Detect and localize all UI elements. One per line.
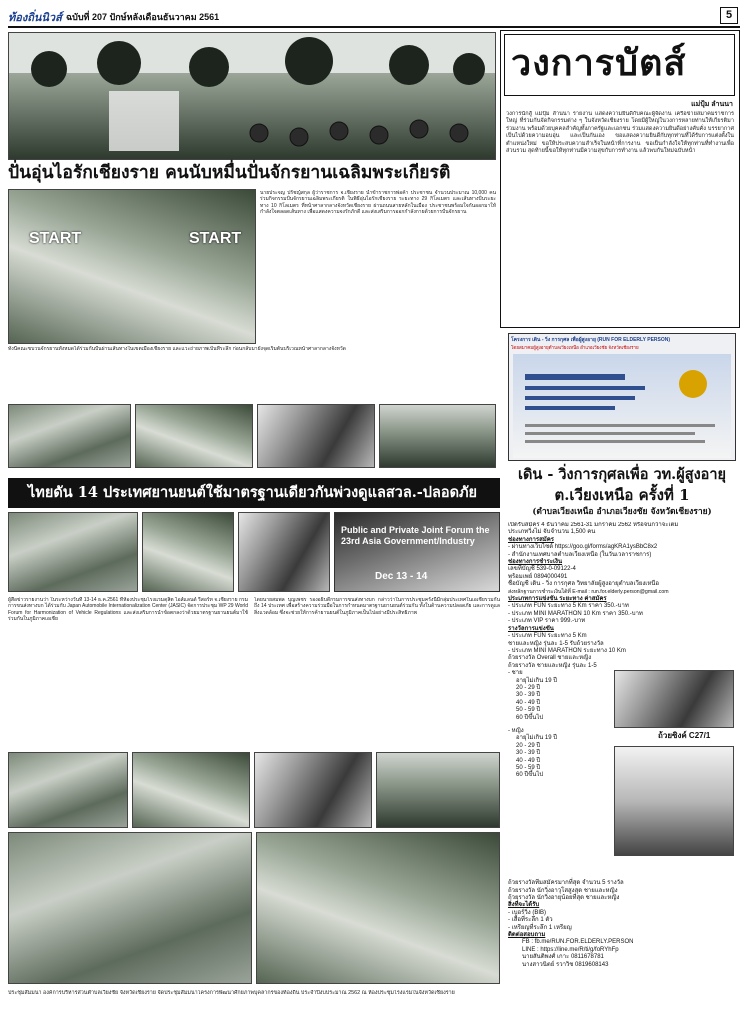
column-byline: แม่ปุ้ม ลำนนา [691,101,733,108]
column-title: วงการบัตส์ [511,42,687,84]
masthead-logo: ท้องถิ่นนิวส์ [8,11,62,24]
age-female-item: 30 - 39 ปี [516,750,541,757]
group-photo-2 [256,832,500,984]
category-item: - ประเภท VIP ราคา 999.-บาท [508,618,586,625]
pay-item: พร้อมเพย์ 0894000491 [508,573,568,580]
age-male-item: 50 - 59 ปี [516,707,541,714]
prize-item: ถ้วยรางวัล ชายและหญิง รุ่นละ 1-5 [508,662,597,669]
age-male-item: อายุไม่เกิน 19 ปี [516,677,558,684]
age-male-label: - ชาย [508,670,523,677]
age-male-item: 60 ปีขึ้นไป [516,714,544,721]
contact-item: LINE : https://line.me/R/ti/g/foRYhFp [522,946,619,953]
prize-item: - ประเภท FUN ระยะทาง 5 Km [508,633,587,640]
kit-item: - เหรียญที่ระลึก 1 เหรียญ [508,924,572,931]
trophy-photo-2 [614,746,734,856]
story1-caption: ทั้งนี้คณะขบวนจักรยานทั้งหมดได้ร่วมกันปั่นผ่านเส้นทางในเขตเมืองเชียงราย และแวะถ่ายภาพเป็นที่ระลึก ก่อนกลับมายังจุดเริ่มต้นบริเวณหน้าศาลากลางจังหวัด [8,346,346,352]
column-title-box [504,34,735,96]
start-banner-2: START [189,230,242,247]
start-banner: START [29,230,82,247]
prize-item: ชายและหญิง รุ่นละ 1-5 รับถ้วยรางวัล [508,640,604,647]
reg-period: เปิดรับสมัคร 4 ธันวาคม 2561-31 มกราคม 2562 หรือจนกว่าจะเต็ม [508,522,679,528]
story2-body-left: ผู้สื่อข่าวรายงานว่า ในระหว่างวันที่ 13-14 ธ.ค.2561 ที่ห้องประชุมโรงแรมดุสิต ไอส์แลนด์ รีสอร์ท จ.เชียงราย กรมการขนส่งทางบก ได้ร่วมกับ Japan Automobile Internationalization Center (JASIC) จัดการประชุม WP 29 World Forum for Harmonization of Vehicle Regulations และส่งเสริมการนำข้อตกลงว่าด้วยมาตรฐานยานยนต์มาใช้ร่วมกันในภูมิภาคเอเชีย [8,597,248,622]
prize-item: ถ้วยรางวัล Overall ชายและหญิง [508,655,592,662]
cyclists-hero-photo [8,32,496,160]
poster-graphic [513,354,731,458]
story1-headline: ปั่นอุ่นไอรักเชียงราย คนนับหมื่นปั่นจักรยานเฉลิมพระเกียรติ [8,163,451,183]
category-item: - ประเภท FUN ระยะทาง 5 Km ราคา 350.-บาท [508,603,629,610]
kit-item: - เบอร์วิ่ง (BIB) [508,909,546,916]
prize-item: - ประเภท MINI MARATHON ระยะทาง 10 Km [508,647,626,654]
categories-label: ประเภทการแข่งขัน ระยะทาง ค่าสมัคร [508,596,607,603]
forum-banner-date: Dec 13 - 14 [375,571,428,582]
seminar-photo-4 [376,752,500,828]
meeting-photo-2 [142,512,234,592]
story1-thumb-2 [135,404,253,468]
trophy-photo-1 [614,670,734,728]
channels-label: ช่องทางการสมัคร [508,536,554,543]
age-female-item: 50 - 59 ปี [516,765,541,771]
poster-banner: โครงการ เดิน - วิ่ง การกุศล เพื่อผู้สูงอายุ (RUN FOR ELDERLY PERSON) [511,337,671,343]
meeting-photo-1 [8,512,138,592]
page-number: 5 [720,7,738,24]
other-prize-item: ถ้วยรางวัล นักวิ่งอายุน้อยที่สุด ชายและหญิง [508,894,620,901]
meeting-photo-3 [238,512,330,592]
other-prize-item: ถ้วยรางวัล นักวิ่งอาวุโสสูงสุด ชายและหญิง [508,887,618,894]
group-photo-1 [8,832,252,984]
cyclists-illustration [9,33,496,160]
pay-item: ส่งหลักฐานการชำระเงินได้ที่ E-mail : run.for.elderly.person@gmail.com [508,588,669,595]
contact-item: FB : fb.me/RUN.FOR.ELDERLY.PERSON [522,939,634,946]
event-details [508,522,740,1020]
channel-item: - ผ่านทางเว็บไซต์ https://goo.gl/forms/agKRA1ysBbC8x2 [508,544,658,551]
capacity: ประเภทวิ่งไม่ จับจำนวน 1,500 คน [508,529,596,536]
column-body: วงการนักสู้ แม่ปุ้ม ลำนนา รายงาน แสดงความยินดีกับคณะผู้จัดงาน เครือข่ายสมาคมราชการใหญ่ ที่ร่วมกันจัดกิจกรรมต่าง ๆ ในจังหวัดเชียงราย โดยมีผู้ใหญ่ในวงการหลายท่านให้เกียรติมาร่วมงาน พร้อมด้วยบุคคลสำคัญทั้งภาครัฐและเอกชน ร่วมแสดงความยินดีอย่างคับคั่ง บรรยากาศเป็นไปด้วยความอบอุ่น และเป็นกันเอง ขอแสดงความยินดีกับทุกท่านที่ได้รับการแต่งตั้งในตำแหน่งใหม่ ขอให้ประสบความสำเร็จในหน้าที่การงาน ขอเป็นกำลังใจให้ทุกท่านที่ทำงานเพื่อส่วนรวม สุดท้ายนี้ขอให้ทุกท่านมีความสุขกับการทำงาน แล้วพบกันใหม่ฉบับหน้า [506,111,734,155]
start-photo [8,189,256,344]
column-box [500,30,740,328]
event-title-3: (ตำบลเวียงเหนือ อำเภอเวียงชัย จังหวัดเชียงราย) [532,507,712,517]
seminar-photo-3 [254,752,372,828]
kit-item: - เสื้อที่ระลึก 1 ตัว [508,917,553,924]
story1-thumb-3 [257,404,375,468]
age-male-item: 20 - 29 ปี [516,684,541,691]
seminar-photo-2 [132,752,250,828]
age-male-item: 40 - 49 ปี [516,699,541,706]
pay-label: ช่องทางการชำระเงิน [508,559,563,566]
age-female-label: - หญิง [508,727,524,734]
other-prize-item: ถ้วยรางวัลทีมสมัครมากที่สุด จำนวน 5 รางวัล [508,880,624,887]
age-female-item: อายุไม่เกิน 19 ปี [516,735,558,742]
contact-item: นางสาวนิตย์ รวาวิช 0819608143 [522,961,609,968]
poster-subline: โดยสมาคมผู้สูงอายุตำบลเวียงเหนือ อำเภอเวียงชัย จังหวัดเชียงราย [511,345,639,350]
story1-thumb-4 [379,404,496,468]
pay-item: ชื่อบัญชี เดิน - วิ่ง การกุศล วิทยาลัยผู้สูงอายุตำบลเวียงเหนือ [508,581,660,588]
category-item: - ประเภท MINI MARATHON 10 Km ราคา 350.-บาท [508,610,643,617]
runner-illustration [513,354,731,458]
issue-line: ฉบับที่ 207 ปักษ์หลังเดือนธันวาคม 2561 [66,12,220,22]
pay-item: เลขที่บัญชี 539-0-09122-4 [508,566,576,573]
story2-caption: ประชุมสัมมนา องค์การบริหารส่วนตำบลเวียงชัย จังหวัดเชียงราย จัดประชุมสัมมนาโครงการพัฒนาศักยภาพบุคลากรของท้องถิ่น ประจำปีงบประมาณ 2562 ณ ห้องประชุมโรงแรมในจังหวัดเชียงราย [8,990,455,996]
event-title-1: เดิน - วิ่งการกุศลเพื่อ วท.ผู้สูงอายุ [518,466,726,483]
forum-banner-photo [334,512,500,592]
trophy-label: ถ้วยซิงค์ C27/1 [658,731,711,741]
forum-banner-text: Public and Private Joint Forum the 23rd Asia Government/Industry [341,525,490,546]
story1-body: นายประจญ ปรัชญ์สกุล ผู้ว่าราชการ จ.เชียงราย นำข้าราชการพ่อค้า ประชาชน จำนวนประมาณ 10,000 คน ร่วมกิจกรรมปั่นจักรยานเฉลิมพระเกียรติ ในพิธีอุ่นไอรักเชียงราย ระยะทาง 29 กิโลเมตร และเส้นทางปั่นระยะทาง 10 กิโลเมตร ที่หน้าศาลากลางจังหวัดเชียงราย ผ่านถนนสายหลักในเมือง ประชาชนพร้อมใจกันออกมาให้กำลังใจตลอดเส้นทาง เพื่อแสดงความจงรักภักดี และส่งเสริมการออกกำลังกายด้วยการปั่นจักรยาน [260,190,496,215]
story2-body-right: โดยนายสมพล บุญเพชร รองอธิบดีกรมการขนส่งทางบก กล่าวว่าในการประชุมครั้งนี้มีกลุ่มประเทศในเอเชียรวมกันถึง 14 ประเทศ เพื่อสร้างความร่วมมือในการกำหนดมาตรฐานยานยนต์ร่วมกัน ทั้งในด้านความปลอดภัย และการดูแลสิ่งแวดล้อม ซึ่งจะช่วยให้การค้ายานยนต์ในภูมิภาคเป็นไปอย่างมีประสิทธิภาพ [254,597,500,616]
seminar-photo-1 [8,752,128,828]
contact-label: ติดต่อสอบถาม [508,931,546,938]
channel-item: - สำนักงานเทศบาลตำบลเวียงเหนือ (ในวันเวลาราชการ) [508,551,652,558]
age-groups [508,670,740,880]
masthead [8,6,740,28]
age-female-item: 60 ปีขึ้นไป [516,772,544,779]
kit-label: สิ่งที่จะได้รับ [508,902,540,909]
contact-item: นายสันติพงศ์ เกาะ 0811678781 [522,954,604,961]
prize-label: รางวัลการแข่งขัน [508,625,554,632]
run-poster [508,333,736,461]
age-female-item: 40 - 49 ปี [516,757,541,764]
age-male-item: 30 - 39 ปี [516,692,541,699]
story2-headline: ไทยดัน 14 ประเทศยานยนต์ใช้มาตรฐานเดียวกันพ่วงดูแลสวล.-ปลอดภัย [8,478,500,508]
age-female-item: 20 - 29 ปี [516,742,541,749]
event-title-2: ต.เวียงเหนือ ครั้งที่ 1 [554,486,690,504]
story1-thumb-1 [8,404,131,468]
